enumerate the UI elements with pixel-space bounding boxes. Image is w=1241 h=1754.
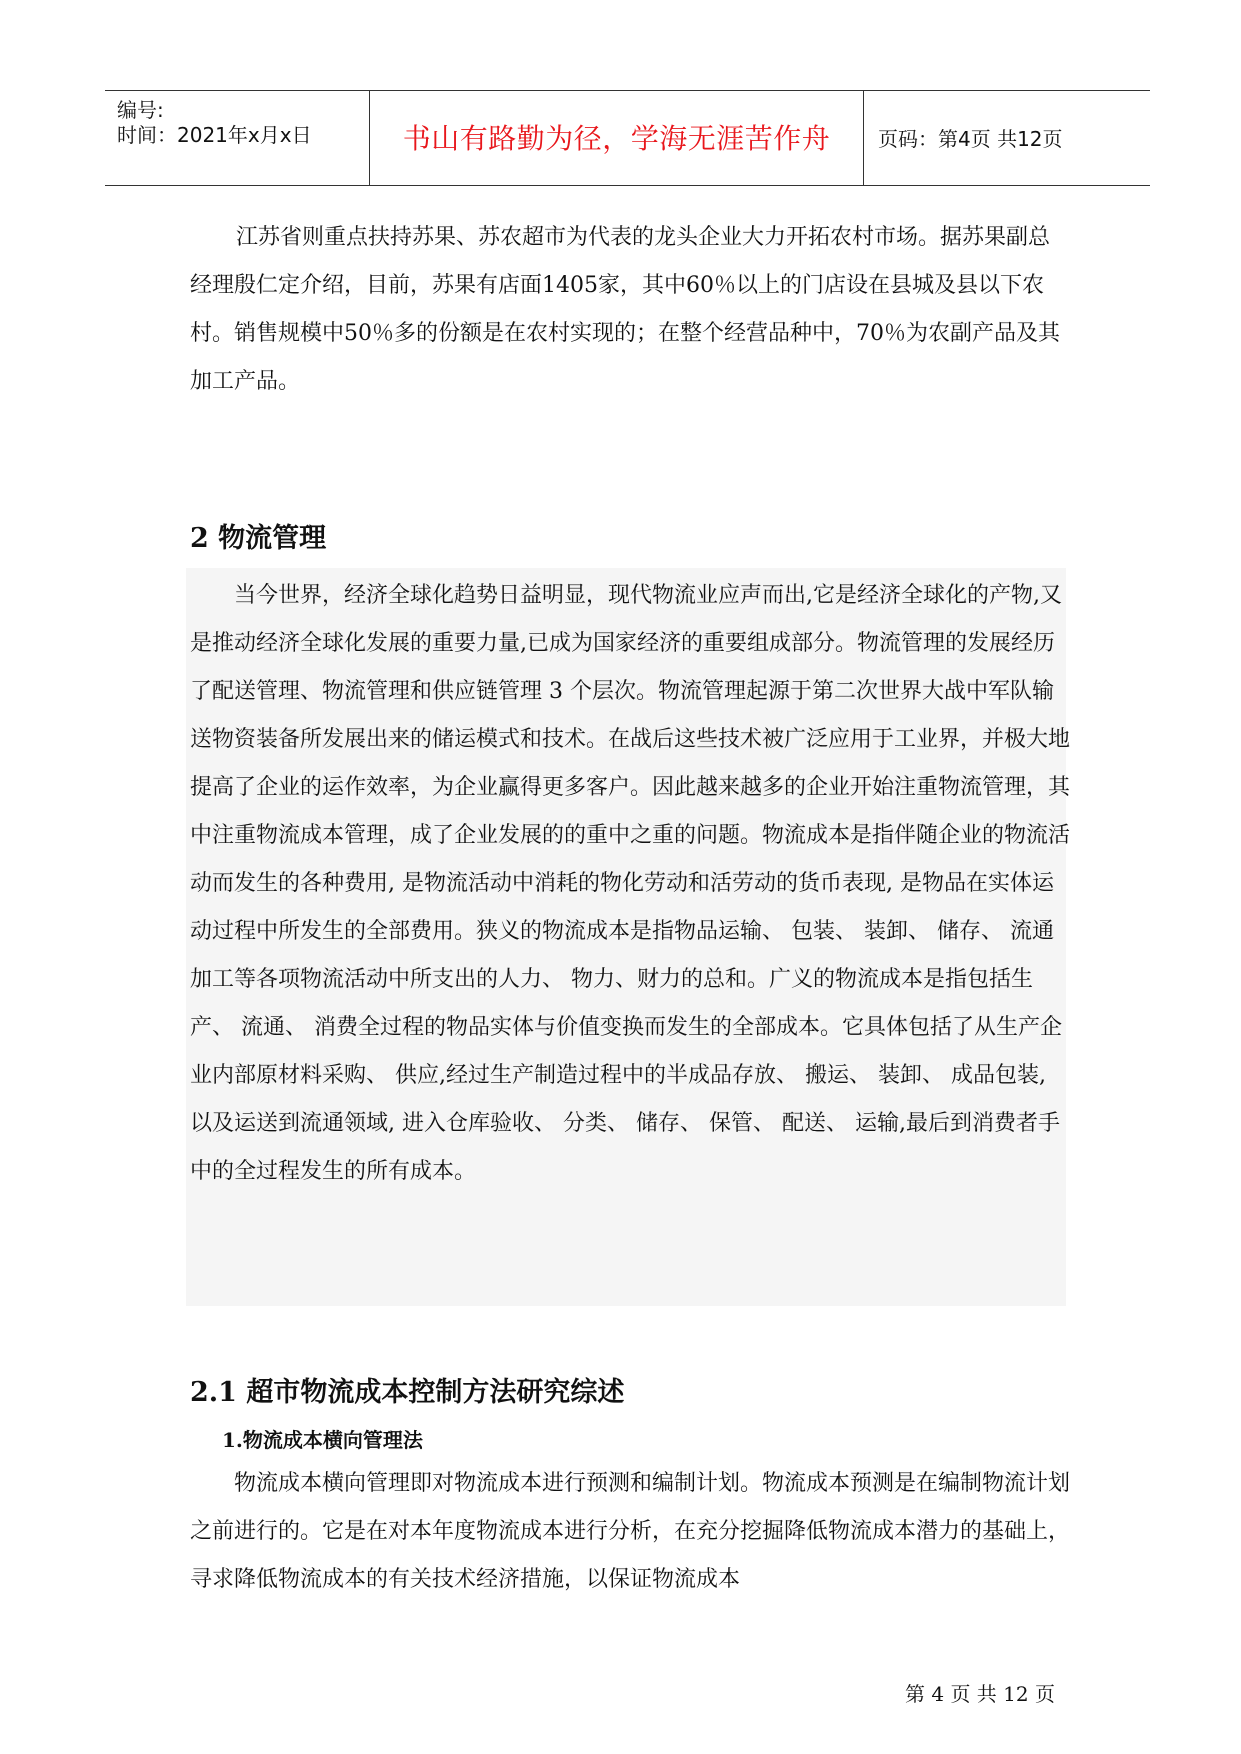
section-heading-logistics: 2 物流管理 — [190, 523, 327, 554]
header-motto-cell — [370, 91, 864, 185]
document-number-label: 编号: — [117, 98, 164, 122]
header-info-cell — [105, 91, 370, 185]
logistics-paragraph: 当今世界，经济全球化趋势日益明显，现代物流业应声而出,它是经济全球化的产物,又是推动经济全球化发展的重要力量,已成为国家经济的重要组成部分。物流管理的发展经历了配送管理、物流管理和供应链管理 3 个层次。物流管理起源于第二次世界大战中军队输送物资装备所发展出来的储运模式和技术。在战后这些技术被广泛应用于工业界，并极大地提高了企业的运作效率，为企业赢得更多客户。因此越来越多的企业开始注重物流管理，其中注重物流成本管理，成了企业发展的的重中之重的问题。物流成本是指伴随企业的物流活动而发生的各种费用, 是物流活动中消耗的物化劳动和活劳动的货币表现, 是物品在实体运动过程中所发生的全部费用。狭义的物流成本是指物品运输、 包装、 装卸、 储存、 流通加工等各项物流活动中所支出的人力、 物力、财力的总和。广义的物流成本是指包括生产、 流通、 消费全过程的物品实体与价值变换而发生的全部成本。它具体包括了从生产企业内部原材料采购、 供应,经过生产制造过程中的半成品存放、 搬运、 装卸、 成品包装, 以及运送到流通领域, 进入仓库验收、 分类、 储存、 保管、 配送、 运输,最后到消费者手中的全过程发生的所有成本。 — [190, 583, 1071, 1184]
header-page-cell — [864, 91, 1150, 185]
header-motto: 书山有路勤为径，学海无涯苦作舟 — [402, 122, 831, 155]
intro-paragraph: 江苏省则重点扶持苏果、苏农超市为代表的龙头企业大力开拓农村市场。据苏果副总经理殷仁定介绍，目前，苏果有店面1405家，其中60％以上的门店设在县城及县以下农村。销售规模中50％多的份额是在农村实现的；在整个经营品种中，70％为农副产品及其加工产品。 — [190, 225, 1060, 394]
page-header — [105, 90, 1150, 186]
page-footer: 第 4 页 共 12 页 — [905, 1682, 1055, 1706]
subsection-heading-horizontal: 1.物流成本横向管理法 — [222, 1428, 423, 1452]
header-page-code: 页码：第4页 共12页 — [878, 127, 1063, 151]
section-heading-cost-control: 2.1 超市物流成本控制方法研究综述 — [190, 1377, 625, 1408]
horizontal-management-paragraph: 物流成本横向管理即对物流成本进行预测和编制计划。物流成本预测是在编制物流计划之前进行的。它是在对本年度物流成本进行分析，在充分挖掘降低物流成本潜力的基础上，寻求降低物流成本的有关技术经济措施，以保证物流成本 — [190, 1471, 1071, 1592]
document-time-label: 时间：2021年x月x日 — [117, 123, 312, 147]
